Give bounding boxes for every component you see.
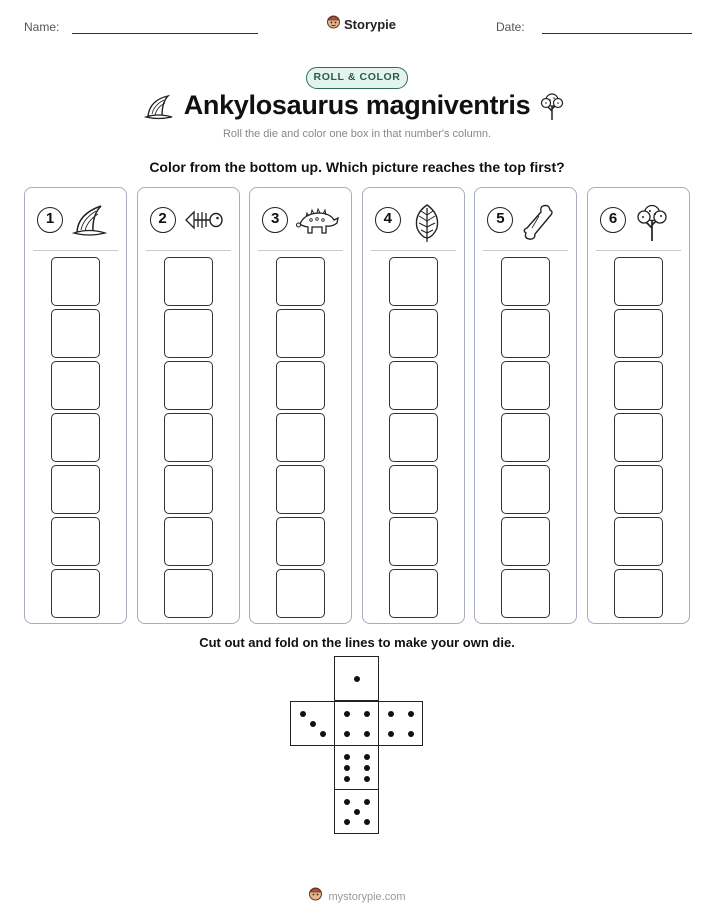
color-box[interactable] xyxy=(501,465,550,514)
color-box[interactable] xyxy=(389,569,438,618)
name-field[interactable] xyxy=(72,33,258,34)
column-4 xyxy=(362,187,465,624)
column-header xyxy=(588,188,689,250)
die-pip xyxy=(344,776,350,782)
cut-instruction: Cut out and fold on the lines to make your own die. xyxy=(199,635,515,650)
column-divider xyxy=(146,250,231,251)
color-box[interactable] xyxy=(164,413,213,462)
color-box[interactable] xyxy=(501,517,550,566)
storypie-mascot-icon xyxy=(326,14,341,35)
color-box[interactable] xyxy=(614,309,663,358)
die-pip xyxy=(388,731,394,737)
column-number: 1 xyxy=(37,207,63,233)
color-box[interactable] xyxy=(501,569,550,618)
die-pip xyxy=(310,721,316,727)
color-box[interactable] xyxy=(51,361,100,410)
column-number: 5 xyxy=(487,207,513,233)
footer xyxy=(0,886,714,907)
die-pip xyxy=(364,819,370,825)
color-box[interactable] xyxy=(164,517,213,566)
column-header xyxy=(250,188,351,250)
color-box[interactable] xyxy=(614,257,663,306)
column-3 xyxy=(249,187,352,624)
color-box[interactable] xyxy=(276,517,325,566)
page-title: Ankylosaurus magniventris xyxy=(183,90,531,120)
color-box[interactable] xyxy=(501,361,550,410)
column-6 xyxy=(587,187,690,624)
column-divider xyxy=(33,250,118,251)
column-divider xyxy=(483,250,568,251)
color-box[interactable] xyxy=(389,309,438,358)
column-2 xyxy=(137,187,240,624)
die-pip xyxy=(344,765,350,771)
claw-icon xyxy=(71,202,107,243)
color-box[interactable] xyxy=(501,309,550,358)
color-box[interactable] xyxy=(276,257,325,306)
color-box[interactable] xyxy=(501,413,550,462)
die-pip xyxy=(408,711,414,717)
die-face-four xyxy=(334,701,379,746)
die-pip xyxy=(364,765,370,771)
column-header xyxy=(363,188,464,250)
color-box[interactable] xyxy=(614,569,663,618)
color-box[interactable] xyxy=(614,465,663,514)
die-pip xyxy=(364,731,370,737)
color-box[interactable] xyxy=(51,517,100,566)
color-box[interactable] xyxy=(276,465,325,514)
color-box[interactable] xyxy=(51,413,100,462)
bone-icon xyxy=(521,202,557,247)
brand-name: Storypie xyxy=(344,17,397,32)
die-pip xyxy=(344,711,350,717)
die-face-one xyxy=(334,656,379,701)
date-label: Date: xyxy=(496,20,525,34)
column-header xyxy=(138,188,239,250)
die-pip xyxy=(344,799,350,805)
die-pip xyxy=(320,731,326,737)
die-pip xyxy=(354,676,360,682)
die-pip xyxy=(364,799,370,805)
column-divider xyxy=(371,250,456,251)
die-pip xyxy=(344,819,350,825)
subtitle: Roll the die and color one box in that number's column. xyxy=(222,128,492,140)
color-box[interactable] xyxy=(51,465,100,514)
instruction-text: Color from the bottom up. Which picture reaches the top first? xyxy=(149,159,565,175)
brand-logo xyxy=(326,14,396,35)
column-number: 4 xyxy=(375,207,401,233)
color-box[interactable] xyxy=(389,413,438,462)
die-pip xyxy=(364,711,370,717)
color-box[interactable] xyxy=(276,413,325,462)
die-pip xyxy=(300,711,306,717)
color-box[interactable] xyxy=(276,309,325,358)
color-box[interactable] xyxy=(164,465,213,514)
column-number: 3 xyxy=(262,207,288,233)
tree-icon xyxy=(634,202,670,247)
die-face-five xyxy=(334,789,379,834)
die-face-six xyxy=(334,745,379,790)
column-number: 6 xyxy=(600,207,626,233)
die-pip xyxy=(364,754,370,760)
color-box[interactable] xyxy=(389,257,438,306)
color-box[interactable] xyxy=(614,413,663,462)
color-box[interactable] xyxy=(389,361,438,410)
color-box[interactable] xyxy=(51,569,100,618)
activity-tag: ROLL & COLOR xyxy=(306,67,408,89)
color-box[interactable] xyxy=(164,569,213,618)
die-face-three xyxy=(290,701,335,746)
color-box[interactable] xyxy=(164,309,213,358)
color-box[interactable] xyxy=(614,517,663,566)
die-pip xyxy=(388,711,394,717)
die-pip xyxy=(364,776,370,782)
color-columns xyxy=(24,187,690,624)
die-face-four xyxy=(378,701,423,746)
color-box[interactable] xyxy=(51,309,100,358)
die-pip xyxy=(344,731,350,737)
die-pip xyxy=(354,809,360,815)
storypie-mascot-icon xyxy=(308,886,323,907)
column-1 xyxy=(24,187,127,624)
die-pip xyxy=(344,754,350,760)
leaf-icon xyxy=(409,202,445,247)
column-divider xyxy=(596,250,681,251)
footer-site: mystorypie.com xyxy=(328,890,406,903)
color-box[interactable] xyxy=(501,257,550,306)
color-box[interactable] xyxy=(276,569,325,618)
name-label: Name: xyxy=(24,20,60,34)
date-field[interactable] xyxy=(542,33,692,34)
die-pip xyxy=(408,731,414,737)
color-box[interactable] xyxy=(276,361,325,410)
tree-icon xyxy=(538,91,566,126)
color-box[interactable] xyxy=(389,465,438,514)
color-box[interactable] xyxy=(164,361,213,410)
column-divider xyxy=(258,250,343,251)
color-box[interactable] xyxy=(389,517,438,566)
color-box[interactable] xyxy=(51,257,100,306)
column-header xyxy=(475,188,576,250)
ankylosaurus-icon xyxy=(296,202,340,243)
color-box[interactable] xyxy=(164,257,213,306)
color-box[interactable] xyxy=(614,361,663,410)
column-header xyxy=(25,188,126,250)
column-5 xyxy=(474,187,577,624)
column-number: 2 xyxy=(150,207,176,233)
fish-bone-icon xyxy=(184,202,224,243)
